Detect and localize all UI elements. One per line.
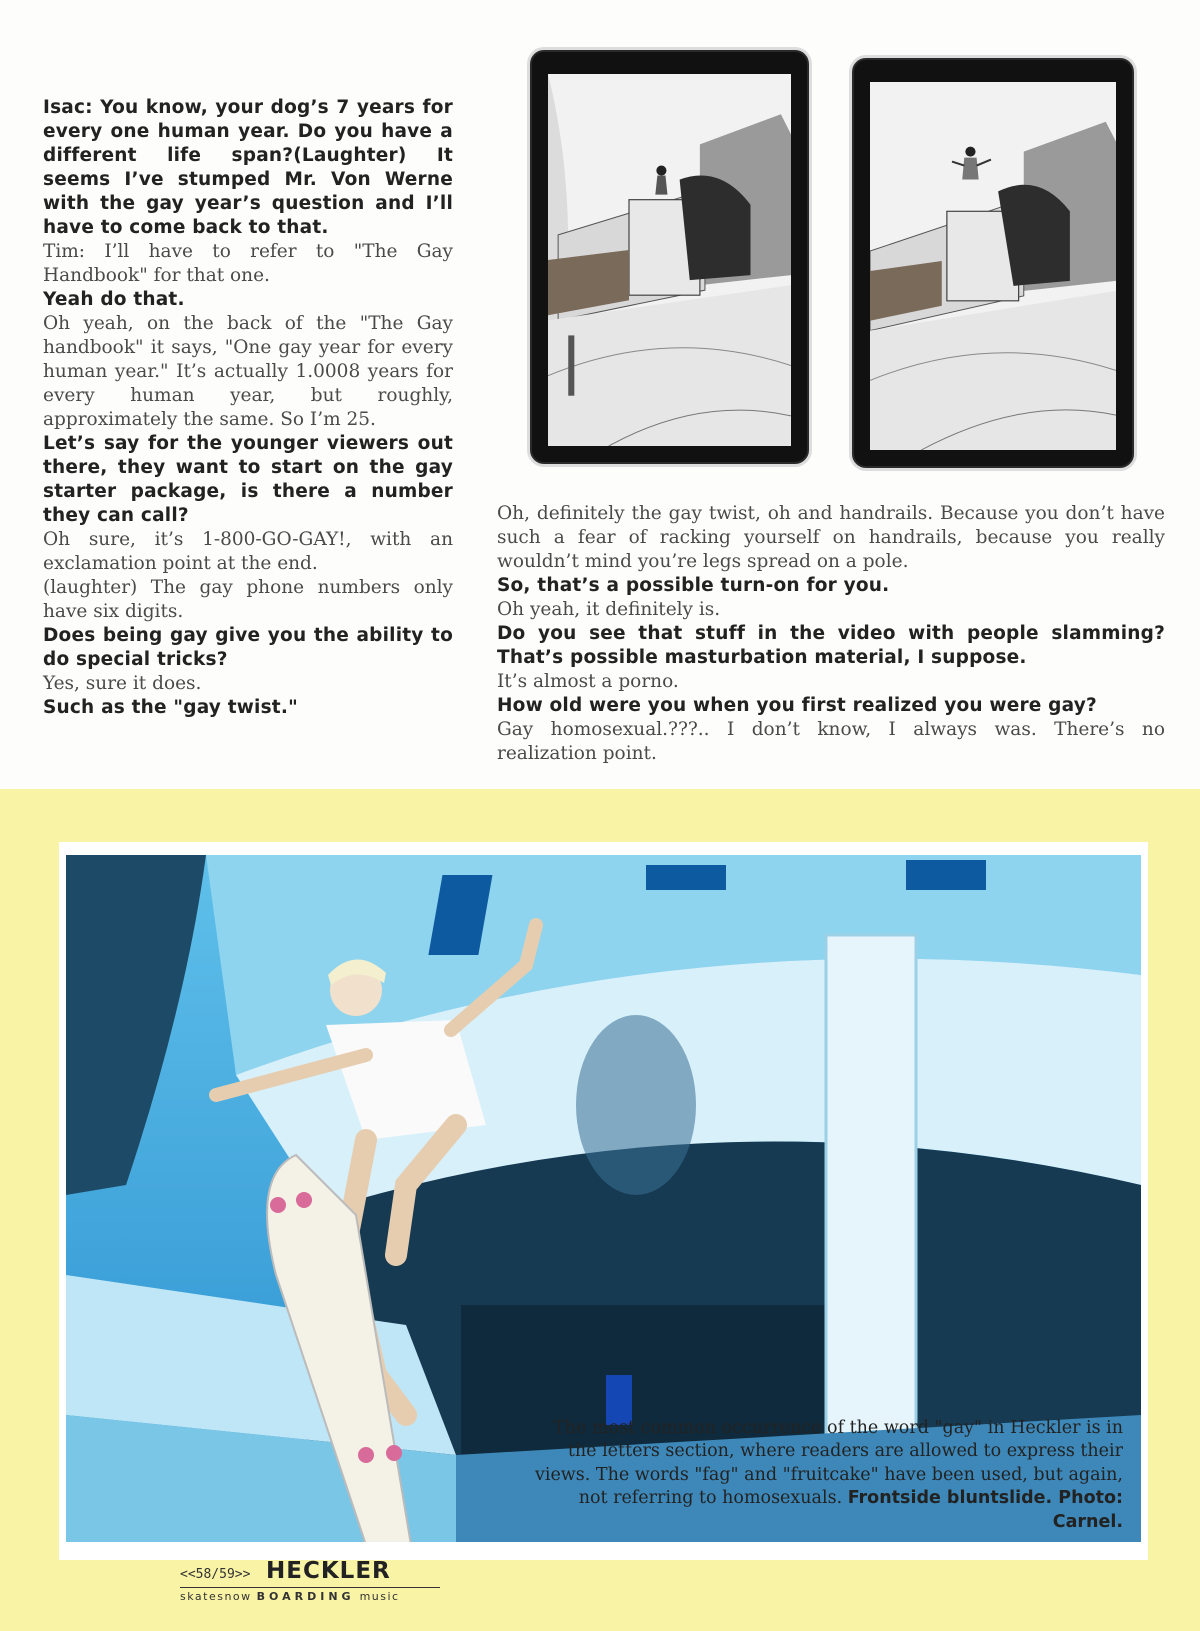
magazine-logo: HECKLER xyxy=(266,1558,391,1584)
tagline-boarding: BOARDING xyxy=(256,1590,355,1603)
interview-column-right xyxy=(497,502,1165,766)
interview-answer: Oh sure, it’s 1-800-GO-GAY!, with an exclamation point at the end. xyxy=(43,529,453,574)
interview-question: How old were you when you first realized you were gay? xyxy=(497,695,1097,716)
tagline-skate: skatesnow xyxy=(180,1590,252,1603)
photo-credit: Frontside bluntslide. Photo: Carnel. xyxy=(847,1488,1123,1532)
interview-answer: (laughter) The gay phone numbers only have six digits. xyxy=(43,577,453,622)
sequence-photo-1 xyxy=(530,50,809,464)
sequence-photo-2 xyxy=(852,58,1134,468)
interview-answer: Yes, sure it does. xyxy=(43,673,202,694)
interview-answer: It’s almost a porno. xyxy=(497,671,679,692)
interview-question: Yeah do that. xyxy=(43,289,185,310)
interview-question: So, that’s a possible turn-on for you. xyxy=(497,575,890,596)
tagline-music: music xyxy=(359,1590,400,1603)
interview-answer: Oh yeah, it definitely is. xyxy=(497,599,721,620)
interview-question: Such as the "gay twist." xyxy=(43,697,298,718)
magazine-tagline xyxy=(180,1587,440,1603)
interview-question: Isac: You know, your dog’s 7 years for every one human year. Do you have a different life span?(Laughter) It seems I’ve stumped Mr. Von Werne with the gay year’s question and I’ll have to come back to that. xyxy=(43,97,453,238)
interview-question: Do you see that stuff in the video with people slamming? That’s possible masturbation material, I suppose. xyxy=(497,623,1165,668)
main-photo xyxy=(59,842,1148,1560)
caption-text: The most common occurrence of the word "gay" in Heckler is in the letters section, where readers are allowed to express their views. The words "fag" and "fruitcake" have been used, but again, not referring to homosexuals. xyxy=(534,1417,1123,1508)
interview-question: Does being gay give you the ability to do special tricks? xyxy=(43,625,453,670)
sequence-photo-1-image xyxy=(548,74,791,446)
interview-question: Let’s say for the younger viewers out there, they want to start on the gay starter package, is there a number they can call? xyxy=(43,433,453,526)
interview-answer: Gay homosexual.???.. I don’t know, I always was. There’s no realization point. xyxy=(497,719,1165,764)
page-folio: <<58/59>> xyxy=(180,1567,251,1582)
interview-answer: Oh, definitely the gay twist, oh and handrails. Because you don’t have such a fear of racking yourself on handrails, because you really wouldn’t mind you’re legs spread on a pole. xyxy=(497,503,1165,572)
photo-caption xyxy=(523,1417,1123,1535)
interview-answer: Oh yeah, on the back of the "The Gay handbook" it says, "One gay year for every human year." It’s actually 1.0008 years for every human year, but roughly, approximately the same. So I’m 25. xyxy=(43,313,453,430)
page-footer xyxy=(180,1558,440,1618)
interview-answer: Tim: I’ll have to refer to "The Gay Handbook" for that one. xyxy=(43,241,453,286)
sequence-photo-2-image xyxy=(870,82,1116,450)
interview-column-left xyxy=(43,96,453,720)
